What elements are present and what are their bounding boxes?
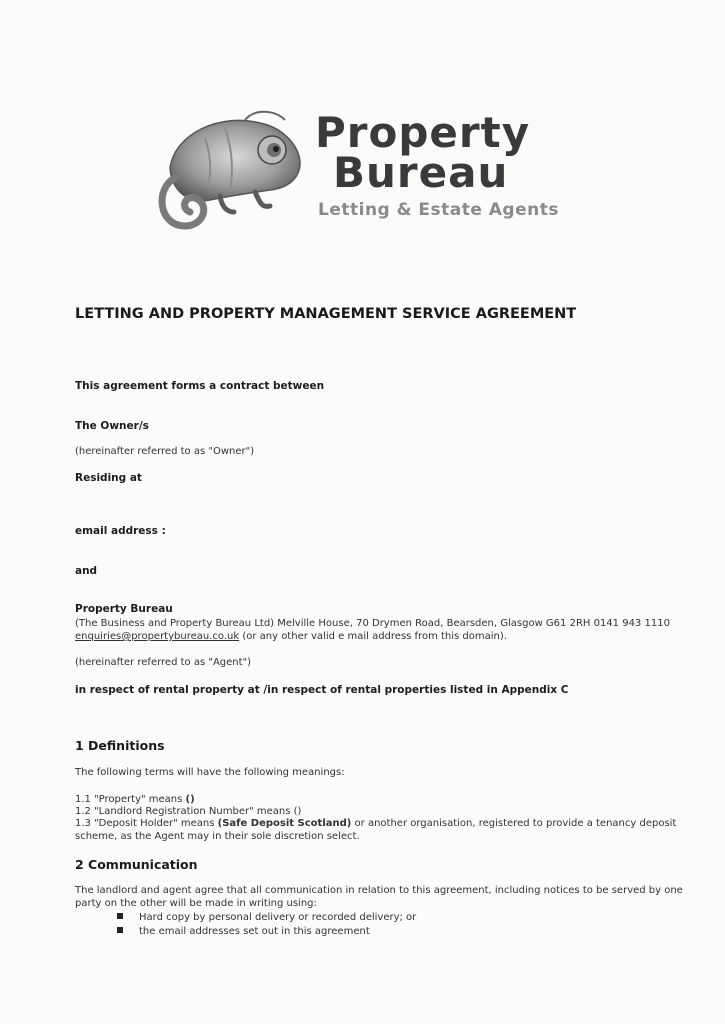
agent-email-link[interactable]: enquiries@propertybureau.co.uk [75, 631, 240, 642]
bullet-icon [117, 927, 123, 933]
definition-2: 1.2 "Landlord Registration Number" means () [75, 806, 302, 817]
definition-3-holder: (Safe Deposit Scotland) [217, 818, 352, 829]
definition-3 [75, 818, 676, 829]
brand-name-line1: Property [315, 108, 531, 157]
residing-label: Residing at [75, 472, 142, 484]
section2-line2: party on the other will be made in writing using: [75, 898, 317, 909]
definition-1 [75, 794, 195, 805]
chameleon-icon [150, 108, 320, 238]
definition-3-text: 1.3 "Deposit Holder" means [75, 818, 218, 829]
intro-text: This agreement forms a contract between [75, 380, 325, 392]
owner-heading: The Owner/s [75, 420, 149, 432]
agreement-title: LETTING AND PROPERTY MANAGEMENT SERVICE AGREEMENT [75, 306, 577, 322]
list-item [117, 912, 416, 923]
rental-property-statement: in respect of rental property at /in respect of rental properties listed in Appendix C [75, 684, 569, 696]
list-item-text: the email addresses set out in this agreement [139, 926, 370, 937]
bullet-icon [117, 913, 123, 919]
definition-1-value: () [185, 794, 195, 805]
agent-address: (The Business and Property Bureau Ltd) Melville House, 70 Drymen Road, Bearsden, Glasgow G61 2RH 0141 943 1110 [75, 618, 670, 629]
agent-reference: (hereinafter referred to as "Agent") [75, 657, 252, 668]
section1-intro: The following terms will have the following meanings: [75, 767, 345, 778]
definition-3-rest: or another organisation, registered to provide a tenancy deposit [351, 818, 677, 829]
and-label: and [75, 565, 98, 577]
brand-tagline: Letting & Estate Agents [318, 200, 559, 220]
brand-name-line2: Bureau [333, 148, 509, 197]
agent-name: Property Bureau [75, 603, 173, 615]
agent-email-suffix: (or any other valid e mail address from this domain). [239, 631, 507, 642]
section1-heading: 1 Definitions [75, 738, 165, 753]
section2-heading: 2 Communication [75, 857, 198, 872]
section2-line1: The landlord and agent agree that all communication in relation to this agreement, including notices to be served by one [75, 885, 683, 896]
definition-1-text: 1.1 "Property" means [75, 794, 186, 805]
owner-reference: (hereinafter referred to as "Owner") [75, 446, 255, 457]
property-bureau-logo [150, 108, 570, 238]
definition-3-line2: scheme, as the Agent may in their sole discretion select. [75, 831, 360, 842]
list-item [117, 926, 370, 937]
agent-email-line [75, 631, 507, 642]
list-item-text: Hard copy by personal delivery or recorded delivery; or [139, 912, 417, 923]
email-label: email address : [75, 525, 166, 537]
